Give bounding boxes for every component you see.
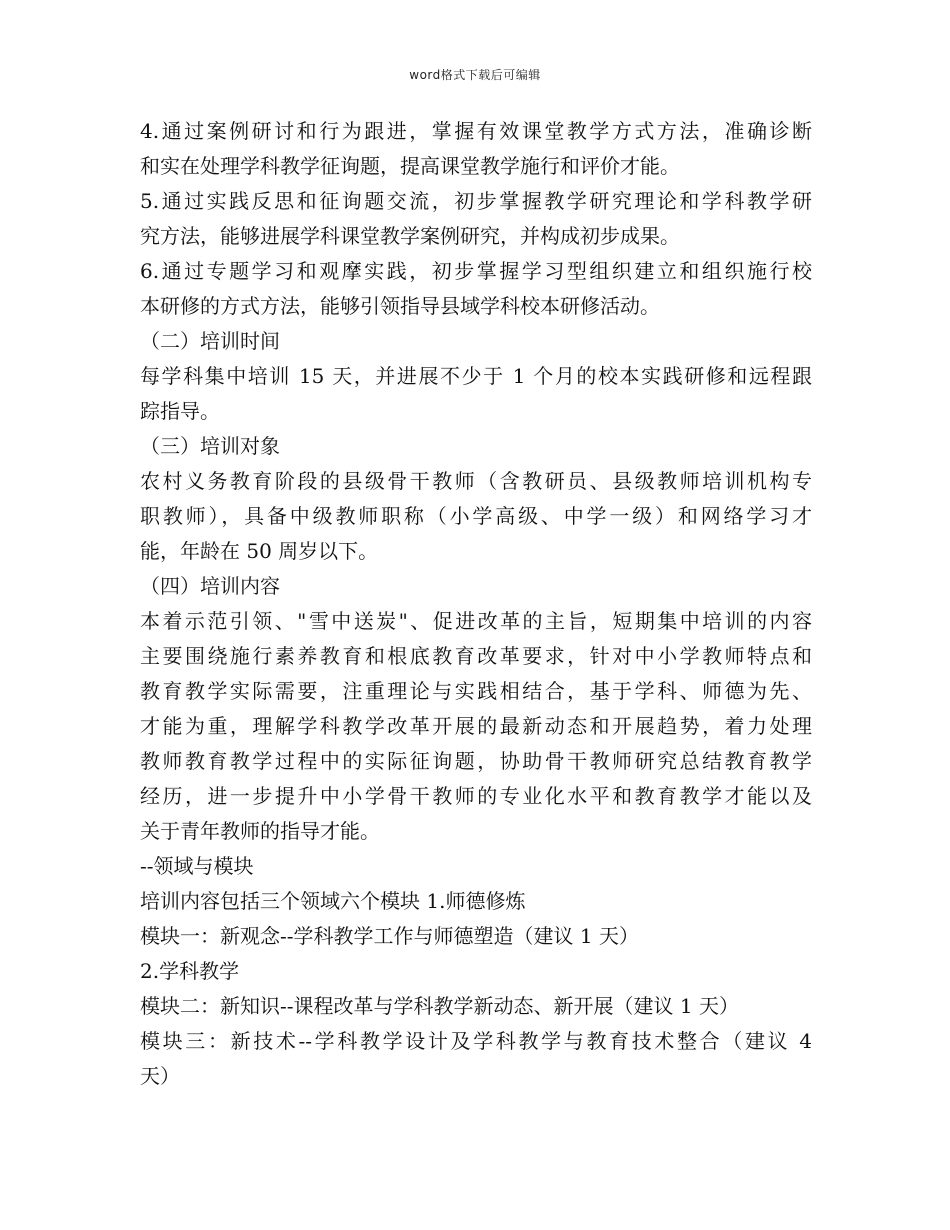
text-line: 4.通过案例研讨和行为跟进，掌握有效课堂教学方式方法，准确诊断 xyxy=(140,119,812,143)
text-line: 2.学科教学 xyxy=(140,959,240,983)
text-line: 农村义务教育阶段的县级骨干教师（含教研员、县级教师培训机构专 xyxy=(140,469,812,493)
text-line: 本着示范引领、"雪中送炭"、促进改革的主旨，短期集中培训的内容 xyxy=(140,609,812,633)
text-line: （三）培训对象 xyxy=(140,434,280,458)
text-line: 本研修的方式方法，能够引领指导县域学科校本研修活动。 xyxy=(140,294,660,318)
text-line: 每学科集中培训 15 天，并进展不少于 1 个月的校本实践研修和远程跟 xyxy=(140,364,812,388)
text-line: 模块二：新知识--课程改革与学科教学新动态、新开展（建议 1 天） xyxy=(140,994,739,1018)
text-line: 5.通过实践反思和征询题交流，初步掌握教学研究理论和学科教学研 xyxy=(140,189,812,213)
text-line: 经历，进一步提升中小学骨干教师的专业化水平和教育教学才能以及 xyxy=(140,784,812,808)
text-line: 能，年龄在 50 周岁以下。 xyxy=(140,539,379,563)
text-line: 才能为重，理解学科教学改革开展的最新动态和开展趋势，着力处理 xyxy=(140,714,812,738)
text-line: 天） xyxy=(140,1064,180,1088)
document-body xyxy=(140,114,812,1094)
text-line: 关于青年教师的指导才能。 xyxy=(140,819,380,843)
text-line: 模块三：新技术--学科教学设计及学科教学与教育技术整合（建议 4 xyxy=(140,1029,812,1053)
text-line: 教师教育教学过程中的实际征询题，协助骨干教师研究总结教育教学 xyxy=(140,749,812,773)
page-header: word格式下载后可编辑 xyxy=(409,68,541,82)
text-line: 职教师），具备中级教师职称（小学高级、中学一级）和网络学习才 xyxy=(140,504,812,528)
text-line: （四）培训内容 xyxy=(140,574,280,598)
text-line: 6.通过专题学习和观摩实践，初步掌握学习型组织建立和组织施行校 xyxy=(140,259,812,283)
text-line: 究方法，能够进展学科课堂教学案例研究，并构成初步成果。 xyxy=(140,224,680,248)
text-line: 和实在处理学科教学征询题，提高课堂教学施行和评价才能。 xyxy=(140,154,680,178)
text-line: 主要围绕施行素养教育和根底教育改革要求，针对中小学教师特点和 xyxy=(140,644,812,668)
text-line: 培训内容包括三个领域六个模块 1.师德修炼 xyxy=(140,889,526,913)
text-line: （二）培训时间 xyxy=(140,329,280,353)
text-line: 踪指导。 xyxy=(140,399,220,423)
text-line: 模块一：新观念--学科教学工作与师德塑造（建议 1 天） xyxy=(140,924,639,948)
text-line: 教育教学实际需要，注重理论与实践相结合，基于学科、师德为先、 xyxy=(140,679,812,703)
text-line: --领域与模块 xyxy=(140,854,254,878)
